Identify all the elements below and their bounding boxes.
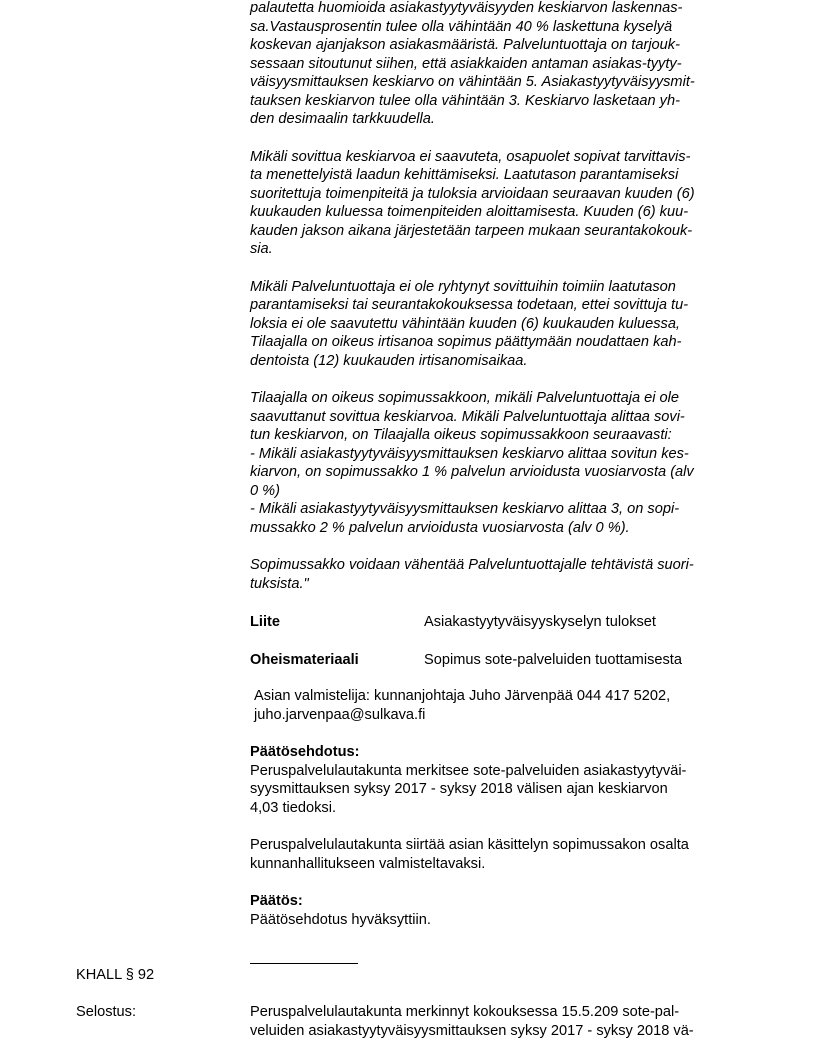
text-line: Peruspalvelulautakunta merkinnyt kokouksessa 15.5.209 sote-pal- — [250, 1004, 680, 1020]
text-line: Tilaajalla on oikeus irtisanoa sopimus päättymään noudattaen kah- — [250, 334, 682, 350]
quote-paragraph-2 — [250, 148, 742, 259]
text-line: Peruspalvelulautakunta merkitsee sote-palveluiden asiakastyytyväi- — [250, 762, 687, 779]
quote-paragraph-1 — [250, 0, 742, 129]
text-line: Tilaajalla on oikeus sopimussakkoon, mikäli Palveluntuottaja ei ole — [250, 390, 679, 406]
text-line: kuukauden kuluessa toimenpiteiden aloittamisesta. Kuuden (6) kuu- — [250, 204, 689, 220]
text-line: 4,03 tiedoksi. — [250, 799, 336, 816]
preparer-email: juho.jarvenpaa@sulkava.fi — [254, 706, 426, 723]
text-line: tuksista." — [250, 575, 309, 592]
liite-label: Liite — [250, 614, 280, 630]
text-line: dentoista (12) kuukauden irtisanomisaikaa. — [250, 352, 528, 369]
text-line: den desimaalin tarkkuudella. — [250, 111, 435, 127]
proposal-paragraph-2 — [250, 836, 750, 873]
text-line: Mikäli sovittua keskiarvoa ei saavuteta, osapuolet sopivat tarvittavis- — [250, 148, 691, 165]
text-line: saavuttanut sovittua keskiarvoa. Mikäli Palveluntuottaja alittaa sovi- — [250, 408, 685, 425]
text-line: parantamiseksi tai seurantakokouksessa todetaan, ettei sovittuja tu- — [250, 297, 689, 313]
text-line: kunnanhallitukseen valmisteltavaksi. — [250, 855, 486, 872]
text-line: kauden jakson aikana järjestetään tarpeen mukaan seurantakokouk- — [250, 222, 693, 239]
text-line: tun keskiarvon, on Tilaajalla oikeus sopimussakkoon seuraavasti: — [250, 427, 672, 443]
text-line: - Mikäli asiakastyytyväisyysmittauksen keskiarvo alittaa sovitun kes- — [250, 445, 689, 462]
section-number: KHALL § 92 — [76, 967, 155, 983]
text-line: suoritettuja toimenpiteitä ja tuloksia arvioidaan seuraavan kuuden (6) — [250, 185, 695, 202]
liite-value: Asiakastyytyväisyyskyselyn tulokset — [424, 614, 656, 630]
signature-line — [250, 963, 358, 964]
decision — [250, 892, 750, 929]
text-line: veluiden asiakastyytyväisyysmittauksen syksy 2017 - syksy 2018 vä- — [250, 1022, 694, 1039]
quote-paragraph-5 — [250, 556, 742, 593]
text-line: loksia ei ole saavutettu vähintään kuuden (6) kuukauden kuluessa, — [250, 315, 680, 332]
selostus-label: Selostus: — [76, 1004, 137, 1020]
oheismateriaali-value: Sopimus sote-palveluiden tuottamisesta — [424, 652, 682, 668]
text-line: sa.Vastausprosentin tulee olla vähintään 40 % laskettuna kyselyä — [250, 18, 673, 35]
contract-quote — [250, 0, 742, 612]
text-line: Peruspalvelulautakunta siirtää asian käsittelyn sopimussakon osalta — [250, 837, 689, 853]
text-line: koskevan ajanjakson asiakasmääristä. Palveluntuottaja on tarjouk- — [250, 37, 680, 53]
selostus-text — [250, 1003, 750, 1040]
text-line: sessaan sitoutunut siihen, että asiakkaiden antaman asiakas-tyyty- — [250, 55, 682, 72]
text-line: syysmittauksen syksy 2017 - syksy 2018 välisen ajan keskiarvon — [250, 781, 668, 797]
text-line: - Mikäli asiakastyytyväisyysmittauksen keskiarvo alittaa 3, on sopi- — [250, 501, 680, 517]
text-line: mussakko 2 % palvelun arvioidusta vuosiarvosta (alv 0 %). — [250, 519, 630, 536]
text-line: Sopimussakko voidaan vähentää Palveluntuottajalle tehtävistä suori- — [250, 557, 694, 573]
decision-text: Päätösehdotus hyväksyttiin. — [250, 911, 431, 928]
oheismateriaali-label: Oheismateriaali — [250, 652, 359, 668]
text-line: palautetta huomioida asiakastyytyväisyyden keskiarvon laskennas- — [250, 0, 683, 16]
preparer-line: Asian valmistelija: kunnanjohtaja Juho Järvenpää 044 417 5202, — [254, 688, 671, 704]
text-line: sia. — [250, 241, 273, 257]
text-line: 0 %) — [250, 482, 281, 499]
decision-proposal — [250, 743, 750, 817]
text-line: ta menettelyistä laadun kehittämiseksi. Laatutason parantamiseksi — [250, 167, 679, 183]
text-line: kiarvon, on sopimussakko 1 % palvelun arvioidusta vuosiarvosta (alv — [250, 464, 694, 480]
text-line: Mikäli Palveluntuottaja ei ole ryhtynyt sovittuihin toimiin laatutason — [250, 278, 676, 295]
quote-paragraph-4 — [250, 389, 742, 537]
quote-paragraph-3 — [250, 278, 742, 371]
decision-heading: Päätös: — [250, 893, 303, 909]
proposal-heading: Päätösehdotus: — [250, 744, 360, 760]
preparer-info — [254, 687, 754, 724]
text-line: tauksen keskiarvon tulee olla vähintään 3. Keskiarvo lasketaan yh- — [250, 92, 680, 109]
text-line: väisyysmittauksen keskiarvo on vähintään 5. Asiakastyytyväisyysmit- — [250, 74, 695, 90]
